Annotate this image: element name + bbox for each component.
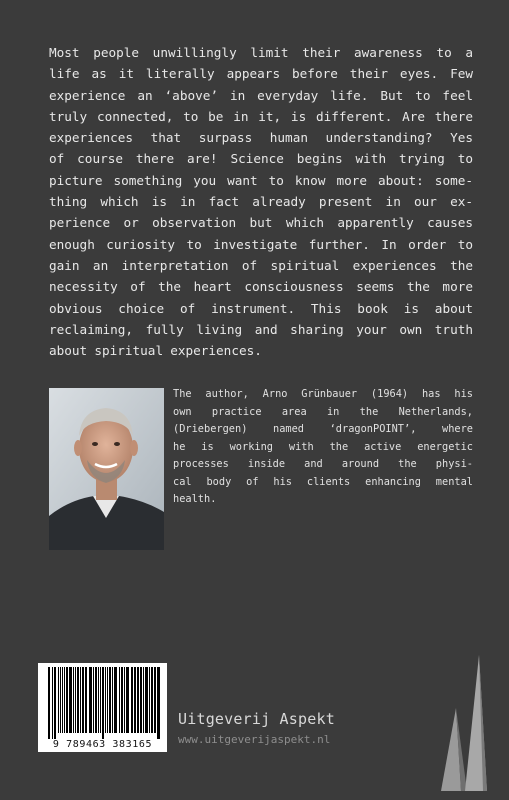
back-cover-blurb — [49, 42, 473, 361]
bio-line: (Driebergen) named ‘dragonPOINT’, where — [173, 423, 473, 435]
barcode-bar — [137, 667, 139, 733]
barcode-bar — [154, 667, 156, 733]
barcode-bar — [58, 667, 59, 733]
barcode-bar — [100, 667, 101, 733]
barcode-bar — [48, 667, 50, 739]
bio-line: own practice area in the Netherlands, — [173, 405, 473, 418]
barcode-bar — [107, 667, 108, 733]
barcode-bar — [85, 667, 87, 733]
barcode-bar — [54, 667, 56, 739]
barcode-bar — [102, 667, 104, 739]
barcode-bar — [119, 667, 120, 733]
blurb-line: obvious choice of instrument. This book is about — [49, 300, 473, 316]
bio-line: cal body of his clients enhancing mental — [173, 475, 473, 488]
barcode-bar — [124, 667, 125, 733]
barcode-bar — [52, 667, 53, 739]
bio-line: he is working with the active energetic — [173, 440, 473, 453]
barcode-bar — [105, 667, 106, 733]
barcode-bar — [145, 667, 148, 733]
isbn-barcode — [38, 663, 167, 752]
barcode-bar — [140, 667, 142, 733]
barcode-bar — [114, 667, 117, 733]
barcode-bar — [80, 667, 81, 733]
blurb-line: about spiritual experiences. — [49, 343, 262, 359]
author-photo — [49, 388, 164, 550]
blurb-line: experiences that surpass human understanding? Yes — [49, 130, 473, 146]
barcode-bar — [121, 667, 123, 733]
author-portrait-icon — [49, 388, 164, 550]
blurb-line: thing which is in fact already present in our ex- — [49, 194, 473, 210]
barcode-bar — [89, 667, 92, 733]
blurb-line: necessity of the heart consciousness seems the more — [49, 279, 473, 295]
blurb-line: truly connected, to be in it, is different. Are there — [49, 108, 473, 124]
blurb-line: picture something you want to know more about: some- — [49, 172, 473, 188]
blurb-line: reclaiming, fully living and sharing your own truth — [49, 321, 473, 337]
aspekt-logo-icon — [439, 653, 489, 793]
blurb-line: enough curiosity to investigate further. In order to — [49, 236, 473, 252]
publisher-website: www.uitgeverijaspekt.nl — [178, 733, 331, 746]
barcode-bar — [149, 667, 150, 733]
barcode-bar — [73, 667, 74, 733]
barcode-bar — [112, 667, 113, 733]
bio-line: processes inside and around the physi- — [173, 458, 473, 470]
barcode-bar — [75, 667, 76, 733]
blurb-line: gain an interpretation of spiritual experiences the — [49, 257, 473, 273]
barcode-bar — [64, 667, 65, 733]
bio-line: health. — [173, 493, 217, 505]
barcode-bar — [134, 667, 136, 733]
blurb-line: life as it literally appears before their eyes. Few — [49, 66, 473, 82]
author-bio — [173, 386, 473, 509]
barcode-bars — [38, 663, 167, 739]
blurb-line: Most people unwillingly limit their awareness to a — [49, 45, 473, 60]
barcode-bar — [143, 667, 144, 733]
barcode-bar — [62, 667, 63, 733]
barcode-bar — [126, 667, 129, 733]
barcode-bar — [82, 667, 84, 733]
blurb-line: perience or observation but which apparently causes — [49, 215, 473, 231]
barcode-bar — [60, 667, 61, 733]
barcode-bar — [151, 667, 153, 733]
barcode-bar — [98, 667, 99, 733]
barcode-bar — [131, 667, 133, 733]
barcode-bar — [77, 667, 79, 733]
barcode-bar — [66, 667, 68, 733]
barcode-bar — [157, 667, 160, 739]
barcode-bar — [93, 667, 94, 733]
barcode-bar — [69, 667, 72, 733]
bio-line: The author, Arno Grünbauer (1964) has his — [173, 388, 473, 400]
publisher-name: Uitgeverij Aspekt — [178, 710, 335, 728]
blurb-line: of course there are! Science begins with trying to — [49, 151, 473, 167]
blurb-line: experience an ‘above’ in everyday life. But to feel — [49, 87, 473, 103]
barcode-bar — [95, 667, 97, 733]
barcode-bar — [109, 667, 111, 733]
isbn-number: 9 789463 383165 — [52, 739, 153, 750]
